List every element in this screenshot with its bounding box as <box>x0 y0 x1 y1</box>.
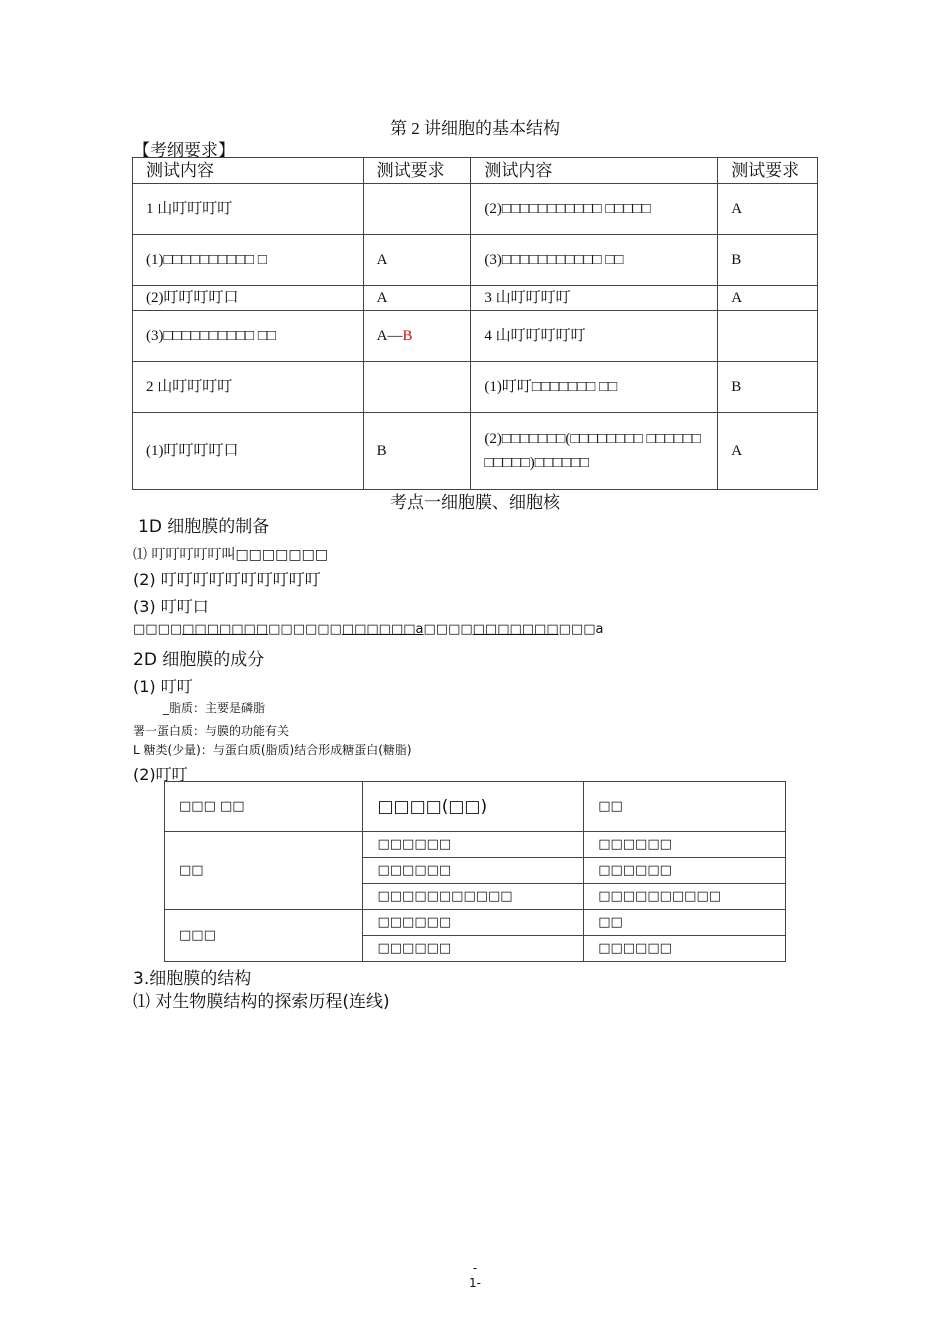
table-cell: A <box>718 184 818 235</box>
subsection-heading: 2D 细胞膜的成分 <box>133 650 265 670</box>
table-cell: (1)叮叮□□□□□□□ □□ <box>471 362 718 413</box>
table-row <box>165 832 786 858</box>
table-cell: □□□□□□□□□□ <box>584 884 786 910</box>
requirements-heading: 【考纲要求】 <box>133 141 235 161</box>
table-header-row <box>165 782 786 832</box>
table-row <box>165 910 786 936</box>
component-line: _脂质：主要是磷脂 <box>163 701 266 715</box>
table-cell: A <box>718 413 818 490</box>
note-underlined: □□□□□□□ <box>472 622 559 637</box>
table-cell: B <box>363 413 471 490</box>
list-item: ⑴ 对生物膜结构的探索历程(连线) <box>133 992 390 1012</box>
table-cell: A <box>363 235 471 286</box>
table-row <box>133 413 818 490</box>
requirements-table <box>132 157 818 490</box>
note-text: □□□a <box>558 622 604 637</box>
table-cell: A <box>718 286 818 311</box>
table-cell: (3)□□□□□□□□□□ □□ <box>133 311 364 362</box>
subsection-heading: 1D 细胞膜的制备 <box>138 517 270 537</box>
group-label-cell: □□ <box>165 832 363 910</box>
table-cell: 2 山叮叮叮叮 <box>133 362 364 413</box>
table-cell: (2)叮叮叮叮口 <box>133 286 364 311</box>
list-item: (3) 叮叮口 <box>133 597 209 616</box>
note-line <box>133 622 603 637</box>
table-cell: □□ <box>584 910 786 936</box>
table-row <box>133 184 818 235</box>
table-cell: □□□□□□ <box>363 936 584 962</box>
table-cell: B <box>718 235 818 286</box>
table-cell: (2)□□□□□□□□□□□ □□□□□ <box>471 184 718 235</box>
header-cell: 测试要求 <box>718 158 818 184</box>
table-cell: B <box>718 362 818 413</box>
page-title: 第 2 讲细胞的基本结构 <box>390 119 560 138</box>
table-cell <box>718 311 818 362</box>
table-cell: 3 山叮叮叮叮 <box>471 286 718 311</box>
note-underlined: □□□□□□□ <box>182 622 269 637</box>
table-cell: (3)□□□□□□□□□□□ □□ <box>471 235 718 286</box>
list-item: (1) 叮叮 <box>133 677 193 696</box>
table-row <box>133 235 818 286</box>
table-cell: □□□□□□ <box>584 936 786 962</box>
note-text: □□□□ <box>133 622 183 637</box>
table-cell: □□□□□□ <box>363 832 584 858</box>
requirement-range: A— <box>376 328 403 344</box>
list-item: (2) 叮叮叮叮叮叮叮叮叮叮 <box>133 570 321 589</box>
component-line: L 糖类(少量)：与蛋白质(脂质)结合形成糖蛋白(糖脂) <box>133 743 412 757</box>
table-cell <box>363 362 471 413</box>
table-header-row <box>133 158 818 184</box>
header-cell: 测试要求 <box>363 158 471 184</box>
table-row <box>133 311 818 362</box>
section-heading: 考点一细胞膜、细胞核 <box>390 493 560 513</box>
footer-dash: - <box>472 1261 478 1275</box>
header-cell: □□□□(□□) <box>363 782 584 832</box>
membrane-components-table <box>164 781 786 962</box>
table-row <box>133 286 818 311</box>
list-item: (2)叮叮 <box>133 765 188 784</box>
table-cell: (1)□□□□□□□□□□ □ <box>133 235 364 286</box>
table-cell: □□□□□□ <box>584 858 786 884</box>
header-cell: 测试内容 <box>133 158 364 184</box>
table-cell: □□□□□□□□□□□ <box>363 884 584 910</box>
table-cell: □□□□□□ <box>584 832 786 858</box>
table-cell: 4 山叮叮叮叮叮 <box>471 311 718 362</box>
header-cell: □□□ □□ <box>165 782 363 832</box>
table-cell <box>363 184 471 235</box>
table-cell: □□□□□□ <box>363 858 584 884</box>
table-cell: (1)叮叮叮叮口 <box>133 413 364 490</box>
list-item: ⑴ 叮叮叮叮叮叫□□□□□□□ <box>133 547 329 563</box>
page-number: 1- <box>469 1276 481 1290</box>
group-label-cell: □□□ <box>165 910 363 962</box>
table-cell: A <box>363 286 471 311</box>
table-cell: □□□□□□ <box>363 910 584 936</box>
note-underlined: □□□□□□a <box>341 622 424 637</box>
header-cell: 测试内容 <box>471 158 718 184</box>
component-line: 署一蛋白质：与膜的功能有关 <box>133 724 290 738</box>
note-text: □□□□ <box>423 622 473 637</box>
red-requirement-mark: B <box>402 328 413 344</box>
note-text: □□□□□□ <box>268 622 342 637</box>
subsection-heading: 3.细胞膜的结构 <box>133 969 252 989</box>
table-cell: 1 山叮叮叮叮 <box>133 184 364 235</box>
table-cell <box>363 311 471 362</box>
table-cell: (2)□□□□□□□(□□□□□□□□ □□□□□□ □□□□□)□□□□□□ <box>471 413 718 490</box>
header-cell: □□ <box>584 782 786 832</box>
table-row <box>133 362 818 413</box>
